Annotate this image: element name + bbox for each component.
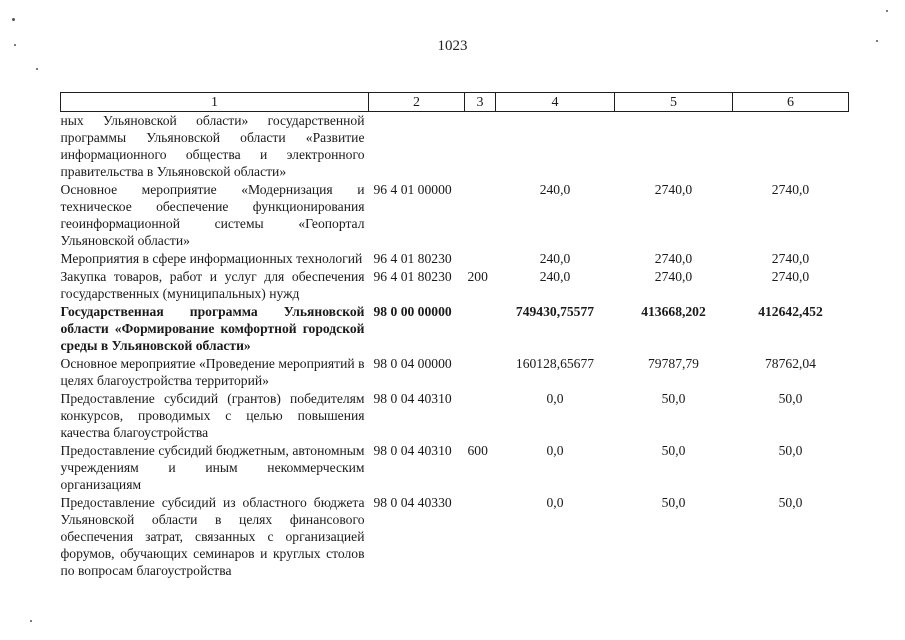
header-col-4: 4: [496, 93, 615, 112]
row-value-2: 2740,0: [654, 269, 693, 284]
row-value-1: [496, 112, 615, 182]
scan-speck: [30, 620, 32, 622]
row-expense-type: [465, 494, 496, 580]
row-name: Предоставление субсидий из областного бюджета Ульяновской области в целях финансового обеспечения затрат, связанных с организацией форумов, обучающих семинаров и круглых столов по вопросам благоустройства: [60, 495, 365, 578]
row-value-3: 2740,0: [771, 251, 810, 266]
row-value-3: 2740,0: [771, 269, 810, 284]
table-row: [61, 250, 849, 268]
row-value-1: 240,0: [539, 182, 571, 197]
row-name: Закупка товаров, работ и услуг для обеспечения государственных (муниципальных) нужд: [60, 269, 365, 301]
row-code: 98 0 04 40310: [373, 443, 452, 458]
row-name: ных Ульяновской области» государственной программы Ульяновской области «Развитие информационного общества и электронного правительства в Ульяновской области»: [60, 113, 365, 179]
row-value-3: 412642,452: [758, 304, 823, 319]
row-expense-type: [465, 250, 496, 268]
row-code: 96 4 01 80230: [373, 269, 452, 284]
row-value-1: 240,0: [539, 251, 571, 266]
row-name: Основное мероприятие «Проведение мероприятий в целях благоустройства территорий»: [60, 356, 365, 388]
row-code: 98 0 04 40330: [373, 495, 452, 510]
scan-speck: [36, 68, 38, 70]
budget-table: [60, 92, 849, 580]
row-value-2: 413668,202: [641, 304, 706, 319]
row-value-3: 50,0: [778, 495, 803, 510]
row-value-3: 50,0: [778, 391, 803, 406]
header-col-1: 1: [61, 93, 369, 112]
header-col-2: 2: [369, 93, 465, 112]
row-code: [369, 112, 465, 182]
row-value-2: 50,0: [661, 391, 686, 406]
header-col-6: 6: [733, 93, 849, 112]
row-expense-type: 200: [467, 269, 488, 284]
table-row: [61, 442, 849, 494]
row-value-3: 2740,0: [771, 182, 810, 197]
page-number: 1023: [437, 38, 468, 54]
row-value-2: 50,0: [661, 495, 686, 510]
table-row: [61, 268, 849, 303]
header-col-5: 5: [615, 93, 733, 112]
row-code: 96 4 01 00000: [373, 182, 452, 197]
scan-speck: [14, 44, 16, 46]
row-value-3: [733, 112, 849, 182]
row-code: 98 0 04 40310: [373, 391, 452, 406]
table-row: [61, 494, 849, 580]
row-value-2: 50,0: [661, 443, 686, 458]
scan-speck: [876, 40, 878, 42]
table-row: [61, 181, 849, 250]
row-value-3: 78762,04: [765, 356, 816, 371]
row-name: Основное мероприятие «Модернизация и техническое обеспечение функционирования геоинформационной системы «Геопортал Ульяновской области»: [60, 182, 365, 248]
row-value-2: 2740,0: [654, 182, 693, 197]
row-expense-type: [465, 355, 496, 390]
row-value-3: 50,0: [778, 443, 803, 458]
row-value-2: [615, 112, 733, 182]
row-expense-type: [465, 181, 496, 250]
table-row: [61, 112, 849, 182]
row-value-1: 240,0: [539, 269, 571, 284]
row-value-1: 749430,75577: [515, 304, 595, 319]
row-value-2: 2740,0: [654, 251, 693, 266]
row-name: Государственная программа Ульяновской области «Формирование комфортной городской среды в Ульяновской области»: [60, 304, 365, 353]
scan-speck: [886, 10, 888, 12]
table-row: [61, 355, 849, 390]
row-name: Предоставление субсидий (грантов) победителям конкурсов, проводимых с целью повышения качества благоустройства: [60, 391, 365, 440]
row-expense-type: [465, 390, 496, 442]
row-code: 98 0 04 00000: [373, 356, 452, 371]
row-code: 98 0 00 00000: [373, 304, 452, 319]
row-name: Предоставление субсидий бюджетным, автономным учреждениям и иным некоммерческим организациям: [60, 443, 365, 492]
table-row: [61, 303, 849, 355]
header-col-3: 3: [465, 93, 496, 112]
row-name: Мероприятия в сфере информационных технологий: [60, 251, 363, 266]
row-value-1: 0,0: [546, 391, 564, 406]
table-header-row: [61, 93, 849, 112]
row-expense-type: [465, 112, 496, 182]
row-expense-type: 600: [467, 443, 488, 458]
row-value-2: 79787,79: [648, 356, 699, 371]
table-row: [61, 390, 849, 442]
scan-speck: [12, 18, 15, 21]
row-value-1: 0,0: [546, 443, 564, 458]
row-value-1: 0,0: [546, 495, 564, 510]
row-expense-type: [465, 303, 496, 355]
row-value-1: 160128,65677: [515, 356, 595, 371]
row-code: 96 4 01 80230: [373, 251, 452, 266]
